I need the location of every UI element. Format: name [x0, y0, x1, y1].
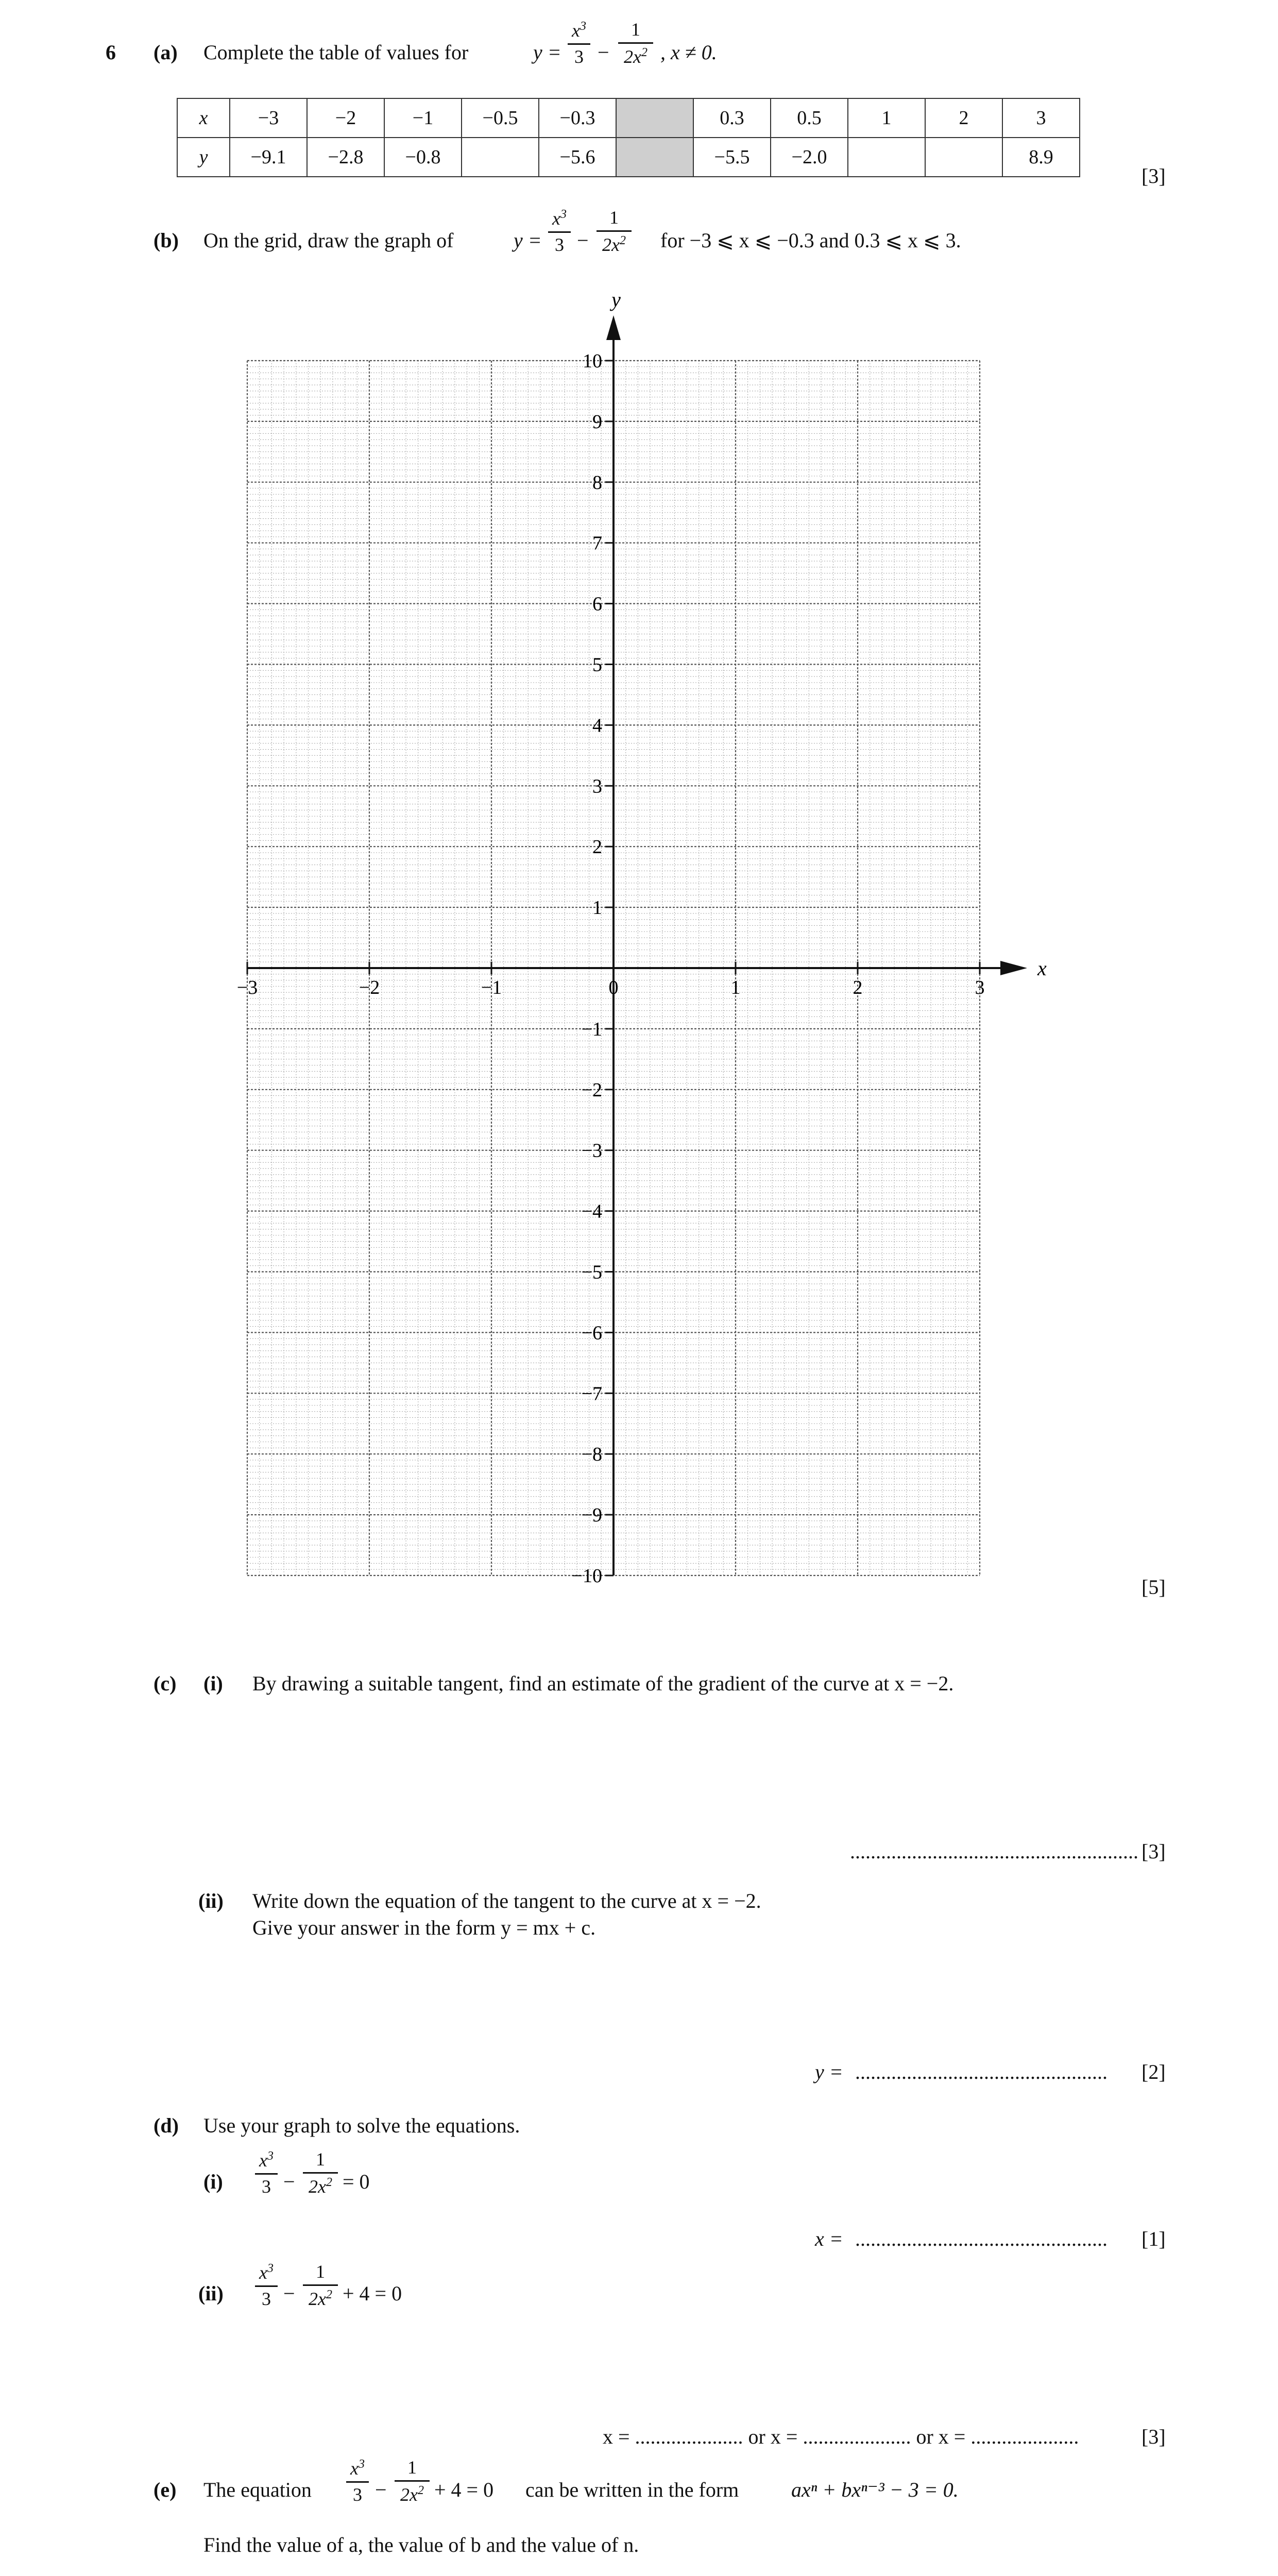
x-tick-label: 1 — [730, 977, 741, 998]
frac-num: x — [259, 2150, 267, 2171]
x-tick-label: −1 — [481, 977, 502, 998]
eq-frac-x3-over-3 — [255, 2262, 278, 2309]
x-tick-label: 3 — [975, 977, 985, 998]
frac-den: 2x — [309, 2176, 326, 2197]
frac-num-sup: 3 — [358, 2458, 365, 2471]
part-e-prompt-mid: can be written in the form — [525, 2478, 739, 2501]
table-cell: −2 — [307, 98, 384, 138]
question-number: 6 — [106, 41, 116, 64]
frac-den: 3 — [353, 2484, 362, 2505]
y-tick-label: −4 — [581, 1200, 602, 1223]
y-tick-label: 7 — [592, 532, 602, 554]
part-e-label: (e) — [154, 2478, 177, 2501]
part-d-label: (d) — [154, 2114, 179, 2137]
frac-den: 2x — [400, 2484, 418, 2505]
part-b-prompt: On the grid, draw the graph of — [203, 229, 454, 252]
y-tick-label: −5 — [581, 1261, 602, 1283]
part-d-i-answer-prefix: x = — [815, 2227, 843, 2250]
part-b-marks: [5] — [1141, 1575, 1166, 1599]
x-tick-label: −3 — [236, 977, 258, 998]
frac-num: x — [259, 2262, 267, 2283]
part-e-prompt-start: The equation — [203, 2478, 312, 2501]
frac-den: 2x — [309, 2288, 326, 2309]
y-tick-label: 4 — [592, 715, 602, 737]
table-cell: −1 — [384, 98, 462, 138]
table-row-label: x — [177, 98, 230, 138]
frac-num: 1 — [316, 2261, 325, 2282]
frac-num: 1 — [609, 207, 619, 228]
frac-den-sup: 2 — [326, 2175, 332, 2189]
table-cell: −5.5 — [693, 138, 771, 177]
eq-minus: − — [283, 2282, 295, 2305]
x-tick-label: 2 — [853, 977, 863, 998]
x-axis-arrow — [1000, 961, 1027, 975]
part-c-ii-answer-line[interactable]: ................................................. — [855, 2060, 1107, 2083]
y-tick-label: 9 — [592, 411, 602, 433]
part-c-i-answer-line[interactable]: ........................................................ — [850, 1840, 1138, 1863]
y-tick-label: 8 — [592, 471, 602, 494]
y-tick-label: 2 — [592, 836, 602, 858]
table-cell: 3 — [1002, 98, 1080, 138]
frac-num: 1 — [407, 2457, 417, 2478]
y-tick-label: −2 — [581, 1079, 602, 1101]
eq-tail: + 4 = 0 — [434, 2478, 494, 2501]
y-tick-label: 10 — [583, 350, 602, 372]
table-cell: 0.5 — [771, 98, 848, 138]
eq-frac-1-over-2x2 — [303, 2262, 338, 2309]
eq-tail: = 0 — [343, 2170, 370, 2193]
part-d-ii-answer[interactable]: x = ..................... or x = ..................... or x = ..................... — [603, 2425, 1079, 2448]
part-c-label: (c) — [154, 1672, 177, 1695]
y-axis-arrow — [606, 315, 621, 340]
frac-den: 3 — [262, 2176, 271, 2197]
part-c-ii-marks: [2] — [1141, 2060, 1166, 2083]
part-c-ii-label: (ii) — [198, 1889, 224, 1912]
table-cell: −0.5 — [462, 98, 539, 138]
part-a-label: (a) — [154, 41, 178, 64]
frac-den-sup: 2 — [417, 2483, 424, 2497]
part-c-i-text: By drawing a suitable tangent, find an estimate of the gradient of the curve at x = −2. — [252, 1672, 954, 1695]
y-tick-label: −8 — [581, 1444, 602, 1466]
table-cell: −2.0 — [771, 138, 848, 177]
y-axis-label: y — [611, 288, 621, 311]
eq-minus: − — [283, 2170, 295, 2193]
x-axis-label: x — [1037, 957, 1047, 980]
y-tick-label: −1 — [581, 1018, 602, 1040]
frac-den: 2x — [602, 234, 620, 255]
y-tick-label: −7 — [581, 1383, 602, 1405]
y-tick-label: −3 — [581, 1140, 602, 1162]
eq-frac-x3-over-3 — [255, 2149, 278, 2197]
eq-lhs: y = — [533, 41, 561, 64]
part-c-i-label: (i) — [203, 1672, 223, 1695]
part-d-i-marks: [1] — [1141, 2227, 1166, 2250]
frac-num: x — [572, 20, 580, 41]
eq-frac-1-over-2x2 — [395, 2458, 430, 2505]
part-e-form: axⁿ + bxⁿ⁻³ − 3 = 0. — [791, 2478, 959, 2501]
frac-num-sup: 3 — [560, 208, 567, 221]
eq-minus: − — [577, 229, 589, 252]
frac-den: 3 — [262, 2288, 271, 2309]
x-tick-label: 0 — [608, 977, 619, 998]
frac-num: 1 — [631, 19, 640, 40]
table-cell: 0.3 — [693, 98, 771, 138]
frac-den-sup: 2 — [619, 233, 626, 247]
frac-den: 3 — [555, 234, 564, 255]
eq-frac-1-over-2x2 — [303, 2149, 338, 2197]
frac-num: x — [350, 2458, 359, 2479]
eq-minus: − — [598, 41, 609, 64]
frac-num: 1 — [316, 2149, 325, 2170]
part-c-ii-answer-prefix: y = — [815, 2060, 843, 2083]
part-a-prompt: Complete the table of values for — [203, 41, 469, 64]
table-cell[interactable]: −0.8 — [384, 138, 462, 177]
x-tick-label: −2 — [359, 977, 380, 998]
table-cell: −0.3 — [539, 98, 616, 138]
y-tick-label: −9 — [581, 1504, 602, 1527]
part-c-ii-line1: Write down the equation of the tangent to the curve at x = −2. — [252, 1889, 761, 1912]
part-b-label: (b) — [154, 229, 179, 252]
y-tick-label: −10 — [571, 1565, 602, 1587]
table-row-label: y — [177, 138, 230, 177]
eq-tail: + 4 = 0 — [343, 2282, 402, 2305]
table-cell: 2 — [925, 98, 1002, 138]
part-d-ii-label: (ii) — [198, 2282, 224, 2305]
part-d-prompt: Use your graph to solve the equations. — [203, 2114, 520, 2137]
y-tick-label: 6 — [592, 593, 602, 615]
table-cell: −9.1 — [230, 138, 307, 177]
y-tick-label: 5 — [592, 654, 602, 676]
frac-den: 2x — [624, 46, 641, 67]
part-c-i-marks: [3] — [1141, 1840, 1166, 1863]
frac-num-sup: 3 — [580, 20, 586, 33]
frac-num: x — [552, 208, 560, 229]
eq-frac-x3-over-3 — [346, 2458, 369, 2505]
frac-num-sup: 3 — [267, 2262, 274, 2275]
part-e-line2: Find the value of a, the value of b and the value of n. — [203, 2533, 639, 2556]
table-cell: −5.6 — [539, 138, 616, 177]
table-cell: −3 — [230, 98, 307, 138]
part-c-ii-line2: Give your answer in the form y = mx + c. — [252, 1916, 596, 1939]
y-tick-label: 3 — [592, 775, 602, 798]
frac-den-sup: 2 — [641, 45, 647, 59]
eq-tail: , x ≠ 0. — [660, 41, 717, 64]
frac-den-sup: 2 — [326, 2287, 332, 2301]
table-cell: 8.9 — [1002, 138, 1080, 177]
table-cell: −2.8 — [307, 138, 384, 177]
frac-den: 3 — [574, 46, 584, 67]
part-d-i-label: (i) — [203, 2170, 223, 2193]
part-d-i-answer-line[interactable]: ................................................. — [855, 2227, 1107, 2250]
frac-num-sup: 3 — [267, 2149, 274, 2163]
eq-lhs: y = — [514, 229, 542, 252]
part-d-ii-marks: [3] — [1141, 2425, 1166, 2448]
y-tick-label: −6 — [581, 1322, 602, 1344]
y-tick-label: 1 — [592, 897, 602, 919]
table-cell: 1 — [848, 98, 925, 138]
eq-minus: − — [375, 2478, 387, 2501]
part-a-marks: [3] — [1141, 164, 1166, 188]
part-b-range: for −3 ⩽ x ⩽ −0.3 and 0.3 ⩽ x ⩽ 3. — [660, 229, 961, 252]
